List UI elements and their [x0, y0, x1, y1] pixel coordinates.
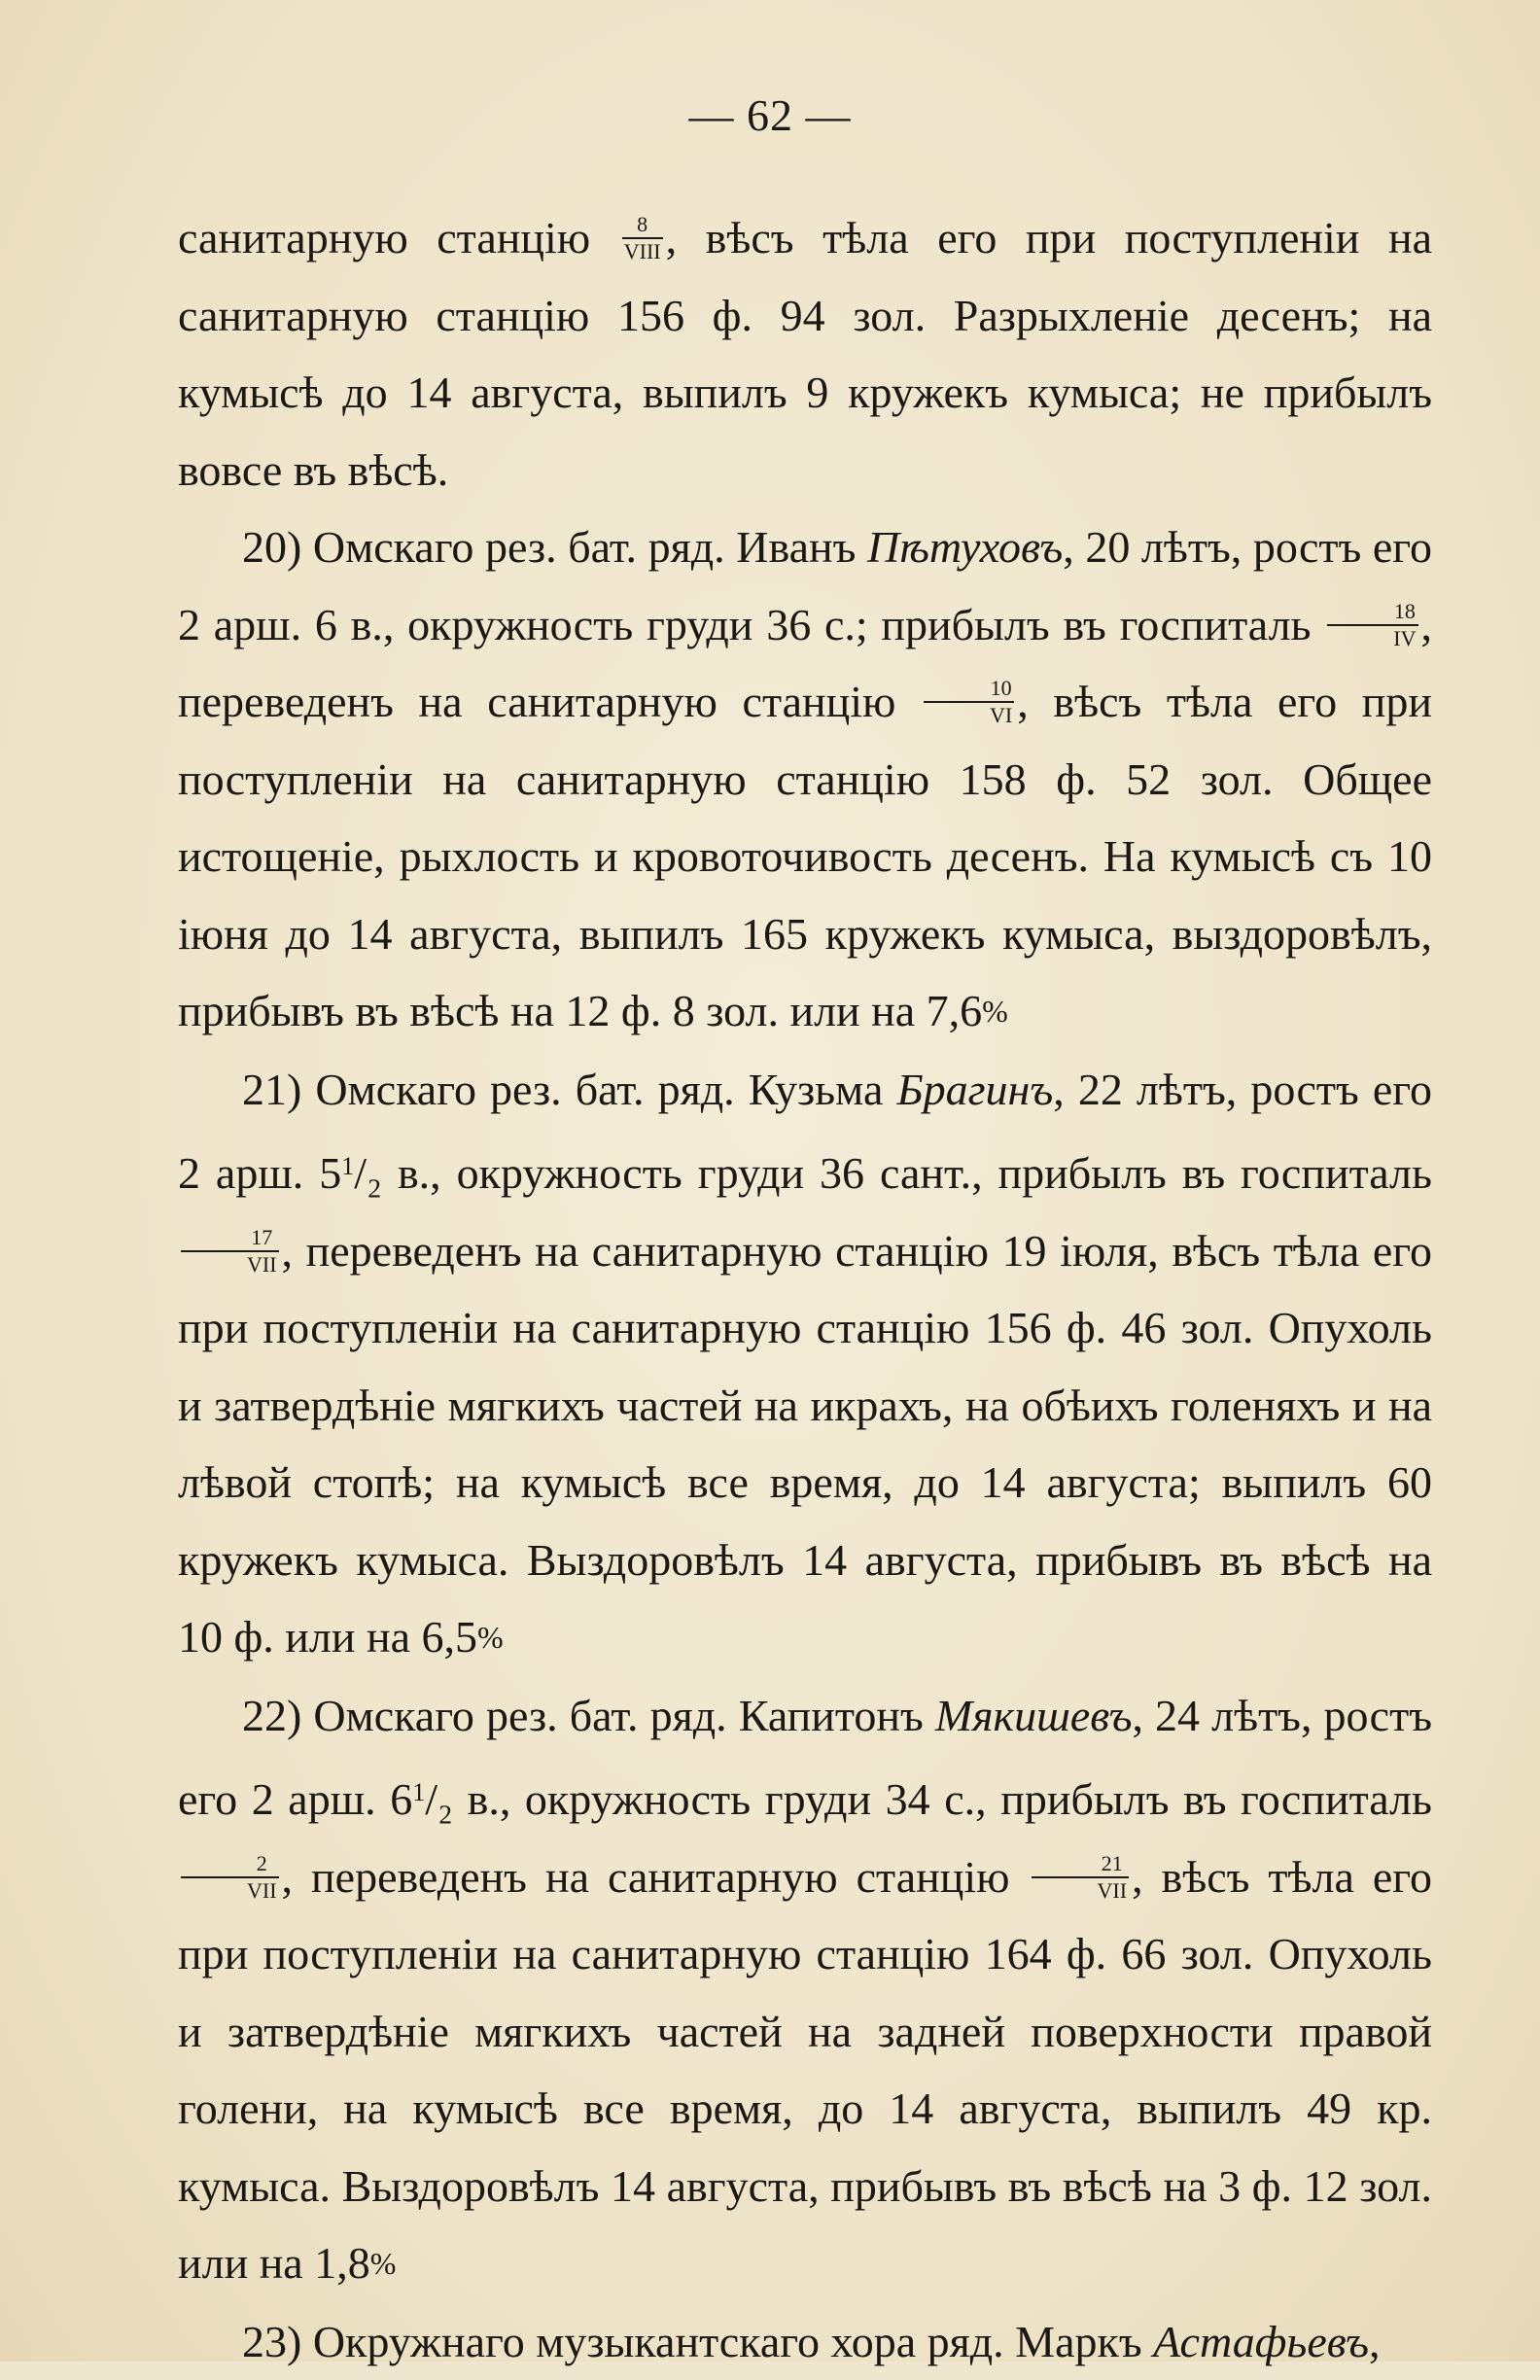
body-text	[178, 199, 1432, 2380]
text-run: 23) Окружнаго музыкантскаго хора ряд. Маркъ	[242, 2317, 1153, 2366]
text-run: /₂ в., окружность груди 36 сант., прибылъ въ госпиталь	[354, 1148, 1432, 1198]
text-run: 21) Омскаго рез. бат. ряд. Кузьма	[242, 1065, 896, 1114]
text-run: , 20 лѣтъ, ростъ его 2 арш. 6 в., окружность груди 36 с.; прибылъ въ госпиталь	[178, 522, 1432, 649]
fraction-date	[1032, 1853, 1130, 1902]
fraction-numerator: 17	[181, 1227, 279, 1252]
paragraph-entry-20	[178, 508, 1432, 1051]
text-run: 20) Омскаго рез. бат. ряд. Иванъ	[242, 522, 867, 572]
fraction-date	[181, 1227, 279, 1276]
fraction-denominator: VIII	[622, 239, 663, 262]
text-run: , переведенъ на санитарную станцію 19 іюля, вѣсъ тѣла его при поступленіи на санитарную станцію 156 ф. 46 зол. Опухоль и затвердѣніе мягкихъ частей на икрахъ, на обѣихъ голеняхъ и на лѣвой стопѣ; на кумысѣ все время, до 14 августа; выпилъ 60 кружекъ кумыса. Выздоровѣлъ 14 августа, прибывъ въ вѣсѣ на 10 ф. или на 6,5	[178, 1226, 1432, 1662]
text-run: , 24 лѣтъ, ростъ его 2 арш. 6	[178, 1691, 1432, 1825]
paragraph-entry-22	[178, 1677, 1432, 2303]
text-run: , вѣсъ тѣла его при поступленіи на санитарную станцію 158 ф. 52 зол. Общее истощеніе, рыхлость и кровоточивость десенъ. На кумысѣ съ 10 іюня до 14 августа, выпилъ 165 кружекъ кумыса, выздоровѣлъ, прибывъ въ вѣсѣ на 12 ф. 8 зол. или на 7,6	[178, 677, 1432, 1035]
text-run: , вѣсъ тѣла его при поступленіи на санитарную станцію 156 ф. 94 зол. Разрыхленіе десенъ; на кумысѣ до 14 августа, выпилъ 9 кружекъ кумыса; не прибылъ вовсе въ вѣсѣ.	[178, 213, 1432, 495]
fraction-date	[181, 1853, 279, 1902]
page-number: — 62 —	[0, 89, 1540, 141]
fraction-denominator: VI	[924, 703, 1014, 726]
paragraph-entry-23	[178, 2303, 1432, 2380]
percent-sign: %	[477, 1620, 504, 1655]
patient-name: Астафьевъ	[1153, 2317, 1369, 2366]
text-run: санитарную станцію	[178, 213, 619, 262]
fraction-denominator: IV	[1327, 626, 1418, 649]
paragraph-entry-21	[178, 1051, 1432, 1677]
fraction-denominator: VII	[1032, 1878, 1130, 1902]
percent-sign: %	[982, 994, 1008, 1029]
text-run: ,	[1369, 2317, 1381, 2366]
fraction-denominator: VII	[181, 1878, 279, 1902]
fraction-numerator: 21	[1032, 1853, 1130, 1878]
text-run: /₂ в., окружность груди 34 с., прибылъ въ госпиталь	[425, 1774, 1432, 1824]
fraction-numerator: 10	[924, 678, 1014, 703]
fraction-denominator: VII	[181, 1252, 279, 1276]
paragraph-continuation	[178, 199, 1432, 508]
percent-sign: %	[370, 2246, 397, 2281]
text-run: , переведенъ на санитарную станцію	[282, 1852, 1029, 1902]
fraction-date	[622, 214, 663, 262]
text-run: , 22 лѣтъ, ростъ его 2 арш. 5	[178, 1065, 1432, 1199]
text-run: , вѣсъ тѣла его при поступленіи на санитарную станцію 164 ф. 66 зол. Опухоль и затвердѣніе мягкихъ частей на задней поверхности правой голени, на кумысѣ все время, до 14 августа, выпилъ 49 кр. кумыса. Выздоровѣлъ 14 августа, прибывъ въ вѣсѣ на 3 ф. 12 зол. или на 1,8	[178, 1852, 1432, 2289]
patient-name: Мякишевъ	[935, 1691, 1133, 1740]
fraction-numerator: 18	[1327, 601, 1418, 626]
fraction-numerator: 2	[181, 1853, 279, 1878]
superscript: 1	[341, 1152, 354, 1180]
patient-name: Брагинъ	[896, 1065, 1053, 1114]
fraction-numerator: 8	[622, 214, 663, 239]
text-run: 22) Омскаго рез. бат. ряд. Капитонъ	[242, 1691, 935, 1740]
superscript: 1	[412, 1778, 425, 1806]
patient-name: Пѣтуховъ	[867, 522, 1063, 572]
fraction-date	[924, 678, 1014, 726]
text-run: , переведенъ на санитарную станцію	[178, 600, 1432, 727]
fraction-date	[1327, 601, 1418, 649]
